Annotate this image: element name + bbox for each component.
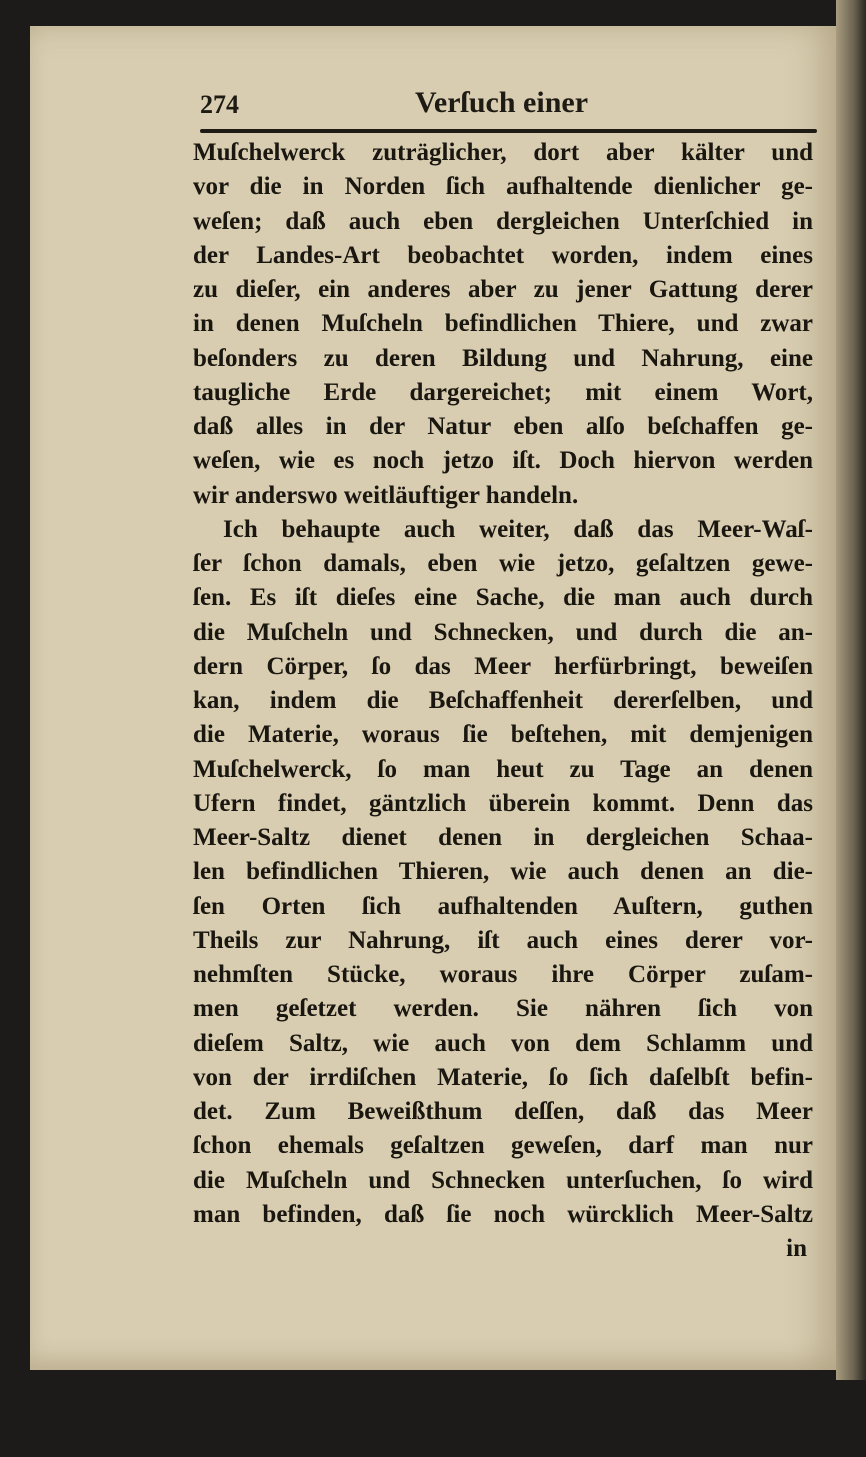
- text-line: daß alles in der Natur eben alſo beſchaffen ge-: [193, 413, 813, 440]
- page-edge: [836, 0, 866, 1380]
- text-line: taugliche Erde dargereichet; mit einem Wort,: [193, 378, 813, 406]
- text-line: Ufern findet, gäntzlich überein kommt. Denn das: [193, 789, 813, 817]
- text-line: ſen. Es iſt dieſes eine Sache, die man auch durch: [193, 584, 813, 612]
- text-line: von der irrdiſchen Materie, ſo ſich daſelbſt befin-: [193, 1063, 813, 1091]
- running-head: Verſuch einer: [415, 86, 589, 119]
- text-line: Ich behaupte auch weiter, daß das Meer-Waſ-: [223, 515, 813, 543]
- text-line: ſen Orten ſich aufhaltenden Auſtern, guthen: [193, 892, 813, 920]
- text-line: weſen, wie es noch jetzo iſt. Doch hiervon werden: [193, 447, 813, 475]
- text-line: dieſem Saltz, wie auch von dem Schlamm und: [193, 1029, 813, 1057]
- header-rule: [200, 129, 817, 133]
- text-line: men geſetzet werden. Sie nähren ſich von: [193, 995, 813, 1023]
- page-header: [200, 86, 820, 126]
- text-line: Muſchelwerck zuträglicher, dort aber kälter und: [193, 139, 813, 166]
- text-line: ſer ſchon damals, eben wie jetzo, geſaltzen gewe-: [193, 550, 813, 577]
- text-line: kan, indem die Beſchaffenheit dererſelben, und: [193, 687, 813, 714]
- text-line: die Muſcheln und Schnecken unterſuchen, ſo wird: [193, 1166, 813, 1194]
- text-line: wir anderswo weitläuftiger handeln.: [193, 481, 579, 509]
- text-line: in denen Muſcheln befindlichen Thiere, und zwar: [193, 310, 813, 338]
- text-line: dern Cörper, ſo das Meer herfürbringt, beweiſen: [193, 652, 813, 680]
- page-body-text: [193, 136, 813, 1266]
- text-line: vor die in Norden ſich aufhaltende dienlicher ge-: [193, 173, 813, 201]
- text-line: ſchon ehemals geſaltzen geweſen, darf man nur: [193, 1132, 813, 1160]
- text-line: der Landes-Art beobachtet worden, indem eines: [193, 241, 813, 269]
- text-line: die Materie, woraus ſie beſtehen, mit demjenigen: [193, 721, 813, 749]
- text-line: nehmſten Stücke, woraus ihre Cörper zuſam-: [193, 961, 813, 988]
- text-line: zu dieſer, ein anderes aber zu jener Gattung derer: [193, 276, 813, 303]
- text-line: len befindlichen Thieren, wie auch denen an die-: [193, 858, 813, 886]
- catchword: in: [786, 1235, 807, 1262]
- text-line: Muſchelwerck, ſo man heut zu Tage an denen: [193, 755, 813, 783]
- text-line: weſen; daß auch eben dergleichen Unterſchied in: [193, 207, 813, 235]
- page-number: 274: [200, 90, 239, 119]
- text-line: det. Zum Beweißthum deſſen, daß das Meer: [193, 1098, 813, 1125]
- text-line: man befinden, daß ſie noch würcklich Meer-Saltz: [193, 1200, 813, 1228]
- text-line: Theils zur Nahrung, iſt auch eines derer vor-: [193, 926, 813, 954]
- text-line: die Muſcheln und Schnecken, und durch die an-: [193, 618, 813, 646]
- text-line: beſonders zu deren Bildung und Nahrung, eine: [193, 344, 813, 372]
- text-line: Meer-Saltz dienet denen in dergleichen Schaa-: [193, 824, 813, 851]
